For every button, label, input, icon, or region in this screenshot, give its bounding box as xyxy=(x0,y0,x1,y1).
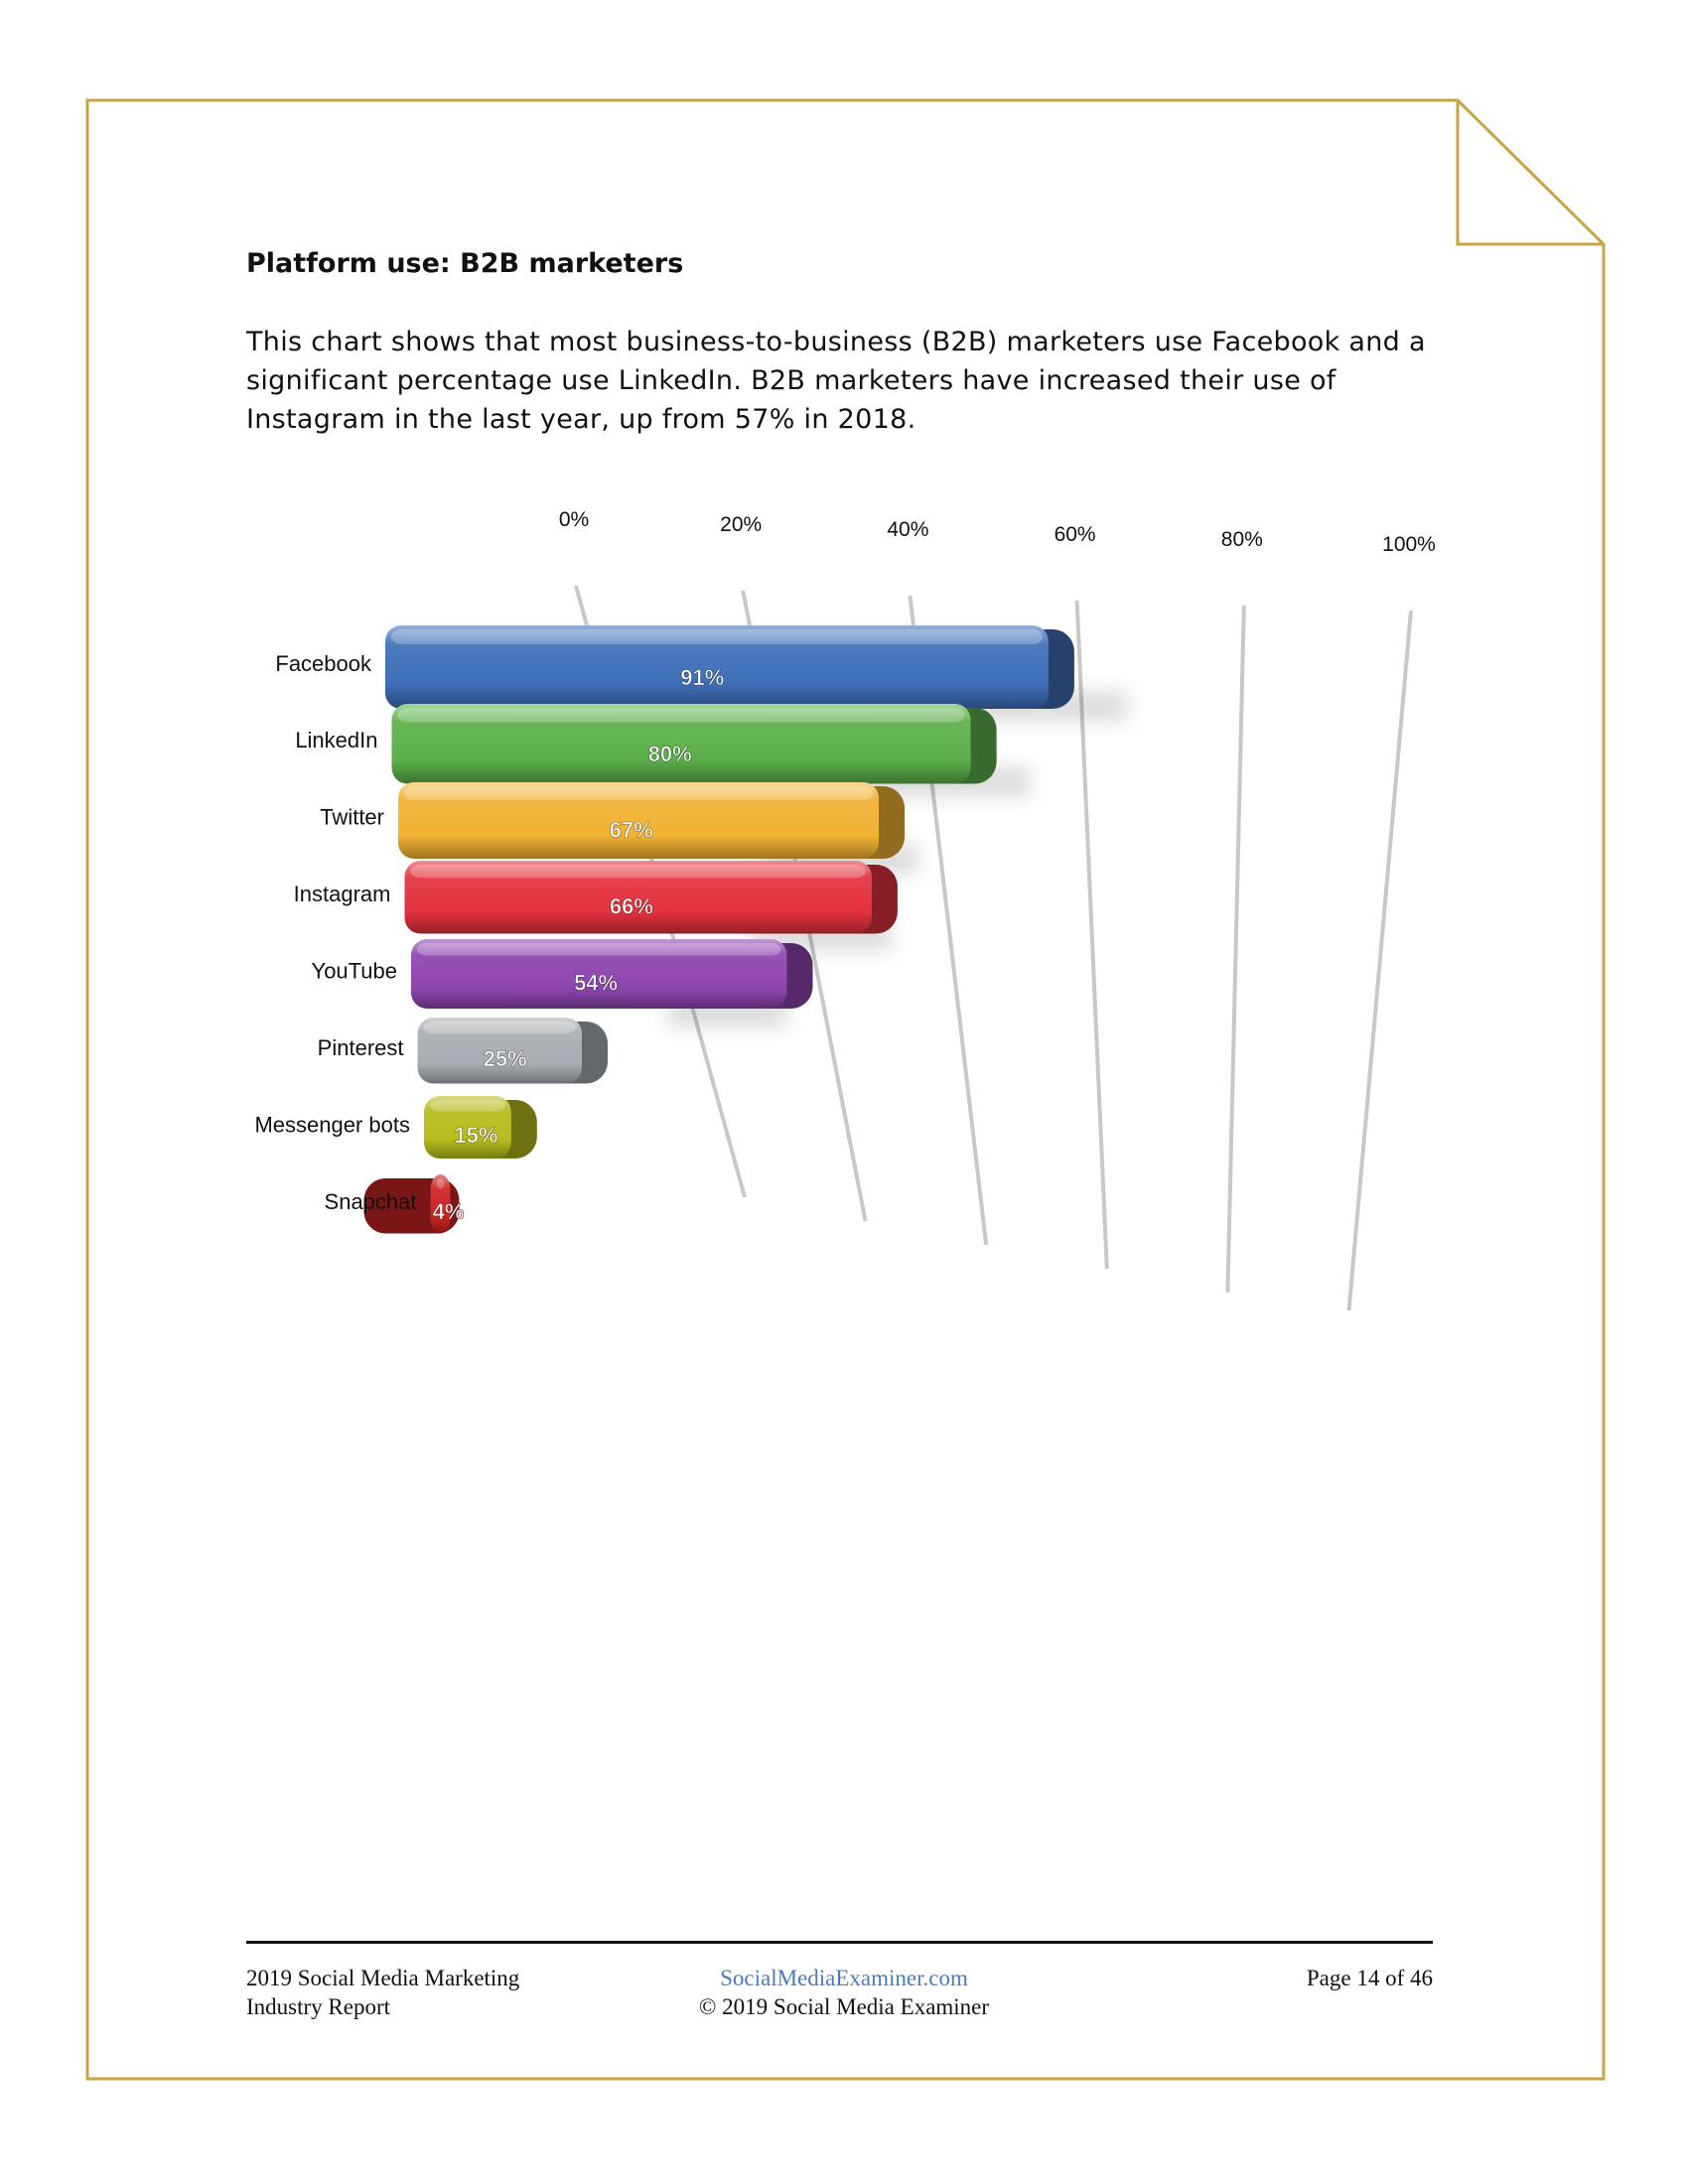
gridline xyxy=(1348,611,1411,1310)
x-tick-label: 60% xyxy=(1054,523,1096,546)
bar-highlight xyxy=(398,708,965,722)
bar-highlight xyxy=(404,786,873,800)
bar-data-label: 80% xyxy=(647,741,692,766)
footer-title-line2: Industry Report xyxy=(246,1994,391,2019)
bar-highlight xyxy=(411,865,866,878)
bar-highlight xyxy=(437,1178,445,1189)
category-label: LinkedIn xyxy=(295,728,378,753)
bar-highlight xyxy=(424,1022,577,1033)
bar-data-label: 54% xyxy=(574,970,619,996)
footer-copyright: © 2019 Social Media Examiner xyxy=(698,1994,990,2019)
x-tick-label: 40% xyxy=(887,518,929,541)
bar-group xyxy=(418,1018,609,1084)
bar-data-label: 25% xyxy=(483,1046,527,1072)
category-label: Snapchat xyxy=(324,1188,417,1214)
bar-data-label: 67% xyxy=(609,817,653,843)
chart-tick-labels xyxy=(559,508,1436,556)
bar-highlight xyxy=(430,1100,505,1111)
bar-highlight xyxy=(417,943,780,956)
bar-data-label: 4% xyxy=(432,1198,465,1224)
category-label: YouTube xyxy=(311,958,397,984)
x-tick-label: 100% xyxy=(1382,533,1436,556)
chart-bars xyxy=(363,625,1073,1234)
intro-paragraph: This chart shows that most business-to-business (B2B) marketers use Facebook and a significant percentage use LinkedIn. B2B marketers have increased their use of Instagram in the last year, up from 57% in 2018. xyxy=(246,327,1426,435)
footer-site-link[interactable]: SocialMediaExaminer.com xyxy=(720,1966,968,1990)
category-label: Facebook xyxy=(275,650,371,676)
footer-report-title xyxy=(246,1964,519,2021)
bar-data-label: 66% xyxy=(609,893,653,919)
gridline xyxy=(1227,606,1243,1293)
bar-group xyxy=(392,704,997,784)
footer-page-number: Page 14 of 46 xyxy=(1306,1966,1433,1990)
x-tick-label: 80% xyxy=(1220,528,1263,551)
bar-data-label: 91% xyxy=(680,665,725,691)
bar-data-label: 15% xyxy=(454,1123,498,1149)
bar-highlight xyxy=(391,629,1043,644)
bar-group xyxy=(398,782,905,859)
x-tick-label: 0% xyxy=(558,508,590,531)
platform-use-chart xyxy=(228,496,1460,1310)
category-label: Messenger bots xyxy=(254,1112,410,1138)
category-label: Pinterest xyxy=(317,1034,404,1060)
section-heading: Platform use: B2B marketers xyxy=(246,248,684,279)
category-label: Twitter xyxy=(320,804,384,830)
bar-group xyxy=(411,939,812,1009)
bar-group xyxy=(405,861,898,934)
footer-title-line1: 2019 Social Media Marketing xyxy=(246,1966,520,1990)
footer-center xyxy=(645,1964,1043,2021)
x-tick-label: 20% xyxy=(720,513,763,536)
category-label: Instagram xyxy=(293,882,391,907)
bar-group xyxy=(424,1096,537,1159)
bar-group xyxy=(385,625,1074,709)
footer-rule xyxy=(246,1941,1433,1944)
